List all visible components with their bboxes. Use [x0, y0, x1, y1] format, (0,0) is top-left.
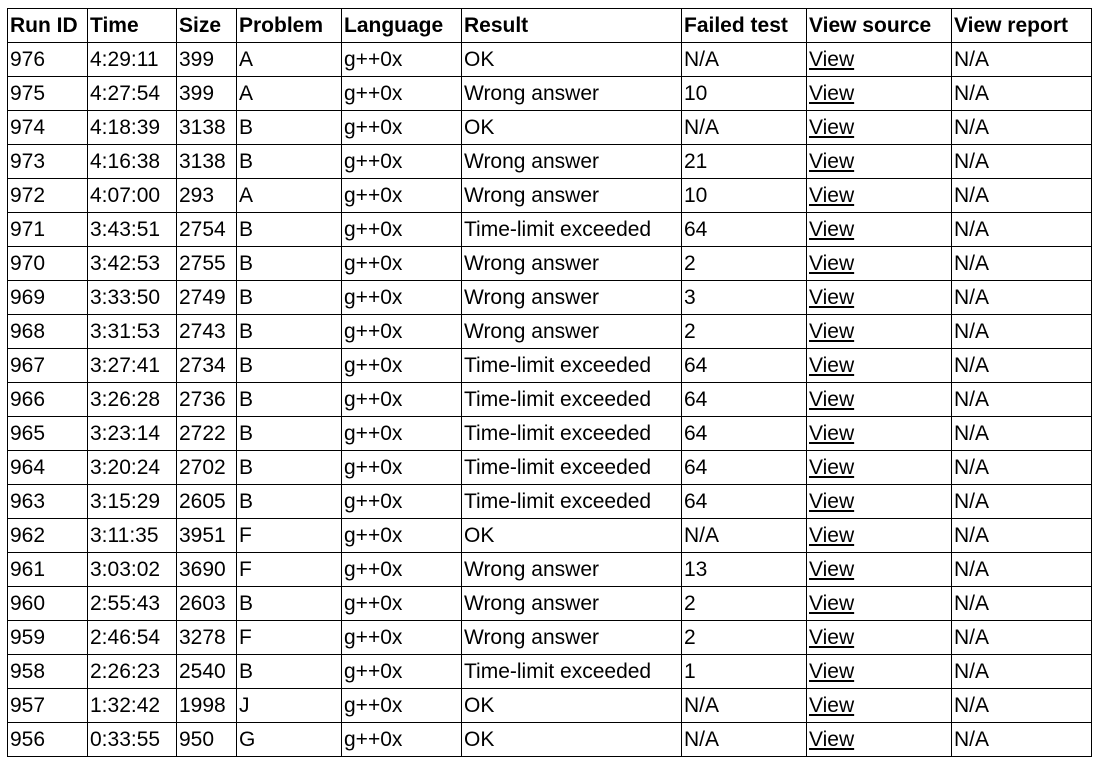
time-cell: 1:32:42 [88, 689, 177, 723]
run-id-cell: 970 [8, 247, 88, 281]
view-source-cell [807, 655, 952, 689]
view-report-cell: N/A [952, 145, 1092, 179]
time-cell: 4:16:38 [88, 145, 177, 179]
size-cell: 399 [177, 43, 237, 77]
view-report-cell: N/A [952, 43, 1092, 77]
header-time: Time [88, 9, 177, 43]
header-problem: Problem [237, 9, 342, 43]
view-source-link[interactable]: View [809, 728, 855, 751]
view-report-cell: N/A [952, 417, 1092, 451]
view-report-cell: N/A [952, 485, 1092, 519]
view-report-cell: N/A [952, 383, 1092, 417]
size-cell: 2702 [177, 451, 237, 485]
table-header [8, 9, 1092, 43]
result-cell: OK [462, 689, 682, 723]
language-cell: g++0x [342, 247, 462, 281]
problem-cell: F [237, 621, 342, 655]
time-cell: 3:03:02 [88, 553, 177, 587]
table-row [8, 179, 1092, 213]
result-cell: OK [462, 723, 682, 757]
view-report-cell: N/A [952, 451, 1092, 485]
failed-test-cell: 2 [682, 587, 807, 621]
run-id-cell: 973 [8, 145, 88, 179]
header-run-id: Run ID [8, 9, 88, 43]
size-cell: 2736 [177, 383, 237, 417]
view-report-cell: N/A [952, 587, 1092, 621]
problem-cell: A [237, 77, 342, 111]
view-source-link[interactable]: View [809, 184, 855, 207]
view-source-link[interactable]: View [809, 524, 855, 547]
size-cell: 3690 [177, 553, 237, 587]
size-cell: 3951 [177, 519, 237, 553]
table-row [8, 43, 1092, 77]
failed-test-cell: 2 [682, 247, 807, 281]
size-cell: 950 [177, 723, 237, 757]
time-cell: 2:55:43 [88, 587, 177, 621]
run-id-cell: 972 [8, 179, 88, 213]
run-id-cell: 975 [8, 77, 88, 111]
runs-table [7, 8, 1092, 757]
size-cell: 3278 [177, 621, 237, 655]
problem-cell: B [237, 349, 342, 383]
header-result: Result [462, 9, 682, 43]
run-id-cell: 957 [8, 689, 88, 723]
size-cell: 2603 [177, 587, 237, 621]
failed-test-cell: N/A [682, 689, 807, 723]
table-row [8, 77, 1092, 111]
table-row [8, 451, 1092, 485]
failed-test-cell: 64 [682, 485, 807, 519]
language-cell: g++0x [342, 281, 462, 315]
run-id-cell: 976 [8, 43, 88, 77]
view-report-cell: N/A [952, 349, 1092, 383]
view-source-link[interactable]: View [809, 150, 855, 173]
language-cell: g++0x [342, 349, 462, 383]
result-cell: Wrong answer [462, 145, 682, 179]
view-source-cell [807, 179, 952, 213]
size-cell: 2540 [177, 655, 237, 689]
problem-cell: B [237, 485, 342, 519]
time-cell: 2:46:54 [88, 621, 177, 655]
language-cell: g++0x [342, 587, 462, 621]
size-cell: 3138 [177, 111, 237, 145]
failed-test-cell: 64 [682, 349, 807, 383]
result-cell: Time-limit exceeded [462, 451, 682, 485]
result-cell: Time-limit exceeded [462, 417, 682, 451]
view-source-link[interactable]: View [809, 218, 855, 241]
view-report-cell: N/A [952, 621, 1092, 655]
time-cell: 3:26:28 [88, 383, 177, 417]
time-cell: 0:33:55 [88, 723, 177, 757]
problem-cell: F [237, 519, 342, 553]
failed-test-cell: 64 [682, 383, 807, 417]
view-source-link[interactable]: View [809, 48, 855, 71]
problem-cell: G [237, 723, 342, 757]
run-id-cell: 969 [8, 281, 88, 315]
problem-cell: B [237, 587, 342, 621]
view-source-link[interactable]: View [809, 354, 855, 377]
table-row [8, 621, 1092, 655]
problem-cell: B [237, 383, 342, 417]
language-cell: g++0x [342, 655, 462, 689]
time-cell: 4:07:00 [88, 179, 177, 213]
size-cell: 3138 [177, 145, 237, 179]
problem-cell: B [237, 417, 342, 451]
view-report-cell: N/A [952, 723, 1092, 757]
time-cell: 4:18:39 [88, 111, 177, 145]
failed-test-cell: 64 [682, 451, 807, 485]
view-report-cell: N/A [952, 315, 1092, 349]
problem-cell: B [237, 655, 342, 689]
result-cell: Wrong answer [462, 553, 682, 587]
table-row [8, 655, 1092, 689]
view-source-link[interactable]: View [809, 558, 855, 581]
size-cell: 2734 [177, 349, 237, 383]
result-cell: OK [462, 519, 682, 553]
view-source-cell [807, 77, 952, 111]
result-cell: Time-limit exceeded [462, 383, 682, 417]
problem-cell: B [237, 213, 342, 247]
size-cell: 293 [177, 179, 237, 213]
table-row [8, 315, 1092, 349]
language-cell: g++0x [342, 145, 462, 179]
view-source-cell [807, 553, 952, 587]
language-cell: g++0x [342, 213, 462, 247]
language-cell: g++0x [342, 43, 462, 77]
view-source-cell [807, 281, 952, 315]
view-source-cell [807, 315, 952, 349]
view-source-link[interactable]: View [809, 456, 855, 479]
view-report-cell: N/A [952, 77, 1092, 111]
view-source-link[interactable]: View [809, 82, 855, 105]
view-report-cell: N/A [952, 655, 1092, 689]
size-cell: 2605 [177, 485, 237, 519]
size-cell: 2755 [177, 247, 237, 281]
run-id-cell: 966 [8, 383, 88, 417]
header-language: Language [342, 9, 462, 43]
run-id-cell: 963 [8, 485, 88, 519]
view-report-cell: N/A [952, 553, 1092, 587]
problem-cell: B [237, 111, 342, 145]
problem-cell: J [237, 689, 342, 723]
view-report-cell: N/A [952, 281, 1092, 315]
problem-cell: F [237, 553, 342, 587]
table-row [8, 553, 1092, 587]
run-id-cell: 968 [8, 315, 88, 349]
view-source-cell [807, 417, 952, 451]
language-cell: g++0x [342, 417, 462, 451]
language-cell: g++0x [342, 485, 462, 519]
view-source-cell [807, 689, 952, 723]
view-source-link[interactable]: View [809, 320, 855, 343]
result-cell: Time-limit exceeded [462, 485, 682, 519]
view-source-link[interactable]: View [809, 626, 855, 649]
table-row [8, 417, 1092, 451]
time-cell: 3:27:41 [88, 349, 177, 383]
problem-cell: A [237, 179, 342, 213]
result-cell: OK [462, 43, 682, 77]
time-cell: 4:29:11 [88, 43, 177, 77]
table-body [8, 43, 1092, 757]
view-source-cell [807, 111, 952, 145]
language-cell: g++0x [342, 383, 462, 417]
view-source-cell [807, 621, 952, 655]
table-row [8, 145, 1092, 179]
table-row [8, 485, 1092, 519]
result-cell: Wrong answer [462, 77, 682, 111]
problem-cell: B [237, 451, 342, 485]
run-id-cell: 956 [8, 723, 88, 757]
failed-test-cell: 13 [682, 553, 807, 587]
table-row [8, 281, 1092, 315]
failed-test-cell: N/A [682, 723, 807, 757]
run-id-cell: 959 [8, 621, 88, 655]
table-row [8, 349, 1092, 383]
time-cell: 3:42:53 [88, 247, 177, 281]
time-cell: 3:33:50 [88, 281, 177, 315]
result-cell: OK [462, 111, 682, 145]
result-cell: Wrong answer [462, 587, 682, 621]
view-report-cell: N/A [952, 689, 1092, 723]
run-id-cell: 961 [8, 553, 88, 587]
table-row [8, 587, 1092, 621]
language-cell: g++0x [342, 315, 462, 349]
view-source-cell [807, 383, 952, 417]
time-cell: 3:20:24 [88, 451, 177, 485]
result-cell: Time-limit exceeded [462, 655, 682, 689]
result-cell: Wrong answer [462, 179, 682, 213]
view-source-cell [807, 247, 952, 281]
table-row [8, 689, 1092, 723]
view-source-link[interactable]: View [809, 592, 855, 615]
size-cell: 2722 [177, 417, 237, 451]
view-source-cell [807, 451, 952, 485]
failed-test-cell: 10 [682, 179, 807, 213]
problem-cell: B [237, 247, 342, 281]
run-id-cell: 965 [8, 417, 88, 451]
table-row [8, 247, 1092, 281]
result-cell: Wrong answer [462, 621, 682, 655]
header-view-source: View source [807, 9, 952, 43]
view-source-cell [807, 485, 952, 519]
header-failed-test: Failed test [682, 9, 807, 43]
view-source-cell [807, 587, 952, 621]
view-source-link[interactable]: View [809, 116, 855, 139]
size-cell: 2749 [177, 281, 237, 315]
time-cell: 3:15:29 [88, 485, 177, 519]
language-cell: g++0x [342, 451, 462, 485]
size-cell: 1998 [177, 689, 237, 723]
failed-test-cell: 10 [682, 77, 807, 111]
language-cell: g++0x [342, 111, 462, 145]
problem-cell: A [237, 43, 342, 77]
problem-cell: B [237, 145, 342, 179]
language-cell: g++0x [342, 179, 462, 213]
size-cell: 2754 [177, 213, 237, 247]
problem-cell: B [237, 281, 342, 315]
table-row [8, 383, 1092, 417]
table-row [8, 111, 1092, 145]
view-source-link[interactable]: View [809, 694, 855, 717]
time-cell: 3:31:53 [88, 315, 177, 349]
view-source-link[interactable]: View [809, 490, 855, 513]
language-cell: g++0x [342, 689, 462, 723]
time-cell: 2:26:23 [88, 655, 177, 689]
run-id-cell: 962 [8, 519, 88, 553]
header-row [8, 9, 1092, 43]
time-cell: 4:27:54 [88, 77, 177, 111]
table-row [8, 213, 1092, 247]
result-cell: Time-limit exceeded [462, 213, 682, 247]
failed-test-cell: 21 [682, 145, 807, 179]
view-source-link[interactable]: View [809, 388, 855, 411]
language-cell: g++0x [342, 621, 462, 655]
size-cell: 399 [177, 77, 237, 111]
header-view-report: View report [952, 9, 1092, 43]
failed-test-cell: 1 [682, 655, 807, 689]
failed-test-cell: 64 [682, 417, 807, 451]
view-source-link[interactable]: View [809, 422, 855, 445]
language-cell: g++0x [342, 77, 462, 111]
header-size: Size [177, 9, 237, 43]
view-source-cell [807, 349, 952, 383]
failed-test-cell: N/A [682, 111, 807, 145]
failed-test-cell: 2 [682, 315, 807, 349]
language-cell: g++0x [342, 723, 462, 757]
view-source-cell [807, 213, 952, 247]
run-id-cell: 958 [8, 655, 88, 689]
view-source-link[interactable]: View [809, 660, 855, 683]
view-report-cell: N/A [952, 179, 1092, 213]
time-cell: 3:23:14 [88, 417, 177, 451]
view-source-link[interactable]: View [809, 252, 855, 275]
view-report-cell: N/A [952, 213, 1092, 247]
time-cell: 3:11:35 [88, 519, 177, 553]
failed-test-cell: N/A [682, 519, 807, 553]
view-source-cell [807, 145, 952, 179]
result-cell: Wrong answer [462, 315, 682, 349]
run-id-cell: 960 [8, 587, 88, 621]
run-id-cell: 974 [8, 111, 88, 145]
view-report-cell: N/A [952, 111, 1092, 145]
run-id-cell: 967 [8, 349, 88, 383]
run-id-cell: 964 [8, 451, 88, 485]
view-source-cell [807, 519, 952, 553]
language-cell: g++0x [342, 519, 462, 553]
result-cell: Wrong answer [462, 281, 682, 315]
table-row [8, 723, 1092, 757]
view-report-cell: N/A [952, 519, 1092, 553]
size-cell: 2743 [177, 315, 237, 349]
time-cell: 3:43:51 [88, 213, 177, 247]
failed-test-cell: N/A [682, 43, 807, 77]
result-cell: Wrong answer [462, 247, 682, 281]
view-source-link[interactable]: View [809, 286, 855, 309]
view-report-cell: N/A [952, 247, 1092, 281]
view-source-cell [807, 723, 952, 757]
failed-test-cell: 3 [682, 281, 807, 315]
problem-cell: B [237, 315, 342, 349]
failed-test-cell: 2 [682, 621, 807, 655]
table-row [8, 519, 1092, 553]
failed-test-cell: 64 [682, 213, 807, 247]
result-cell: Time-limit exceeded [462, 349, 682, 383]
language-cell: g++0x [342, 553, 462, 587]
view-source-cell [807, 43, 952, 77]
run-id-cell: 971 [8, 213, 88, 247]
